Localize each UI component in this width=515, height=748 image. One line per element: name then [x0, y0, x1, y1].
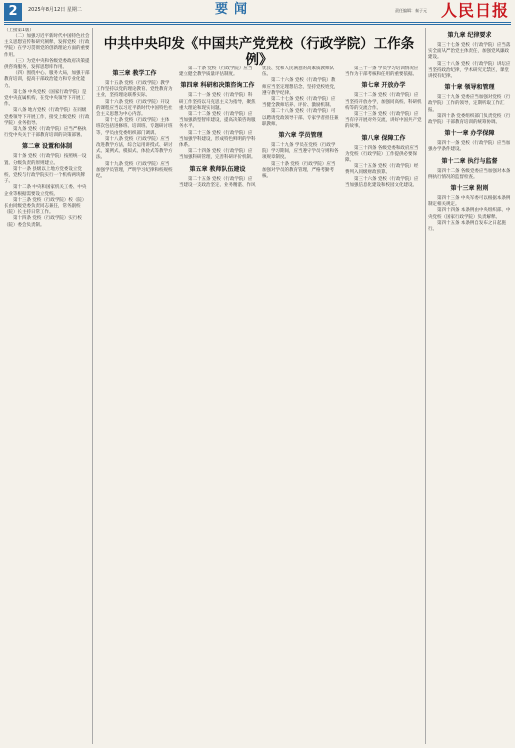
chapter-heading: 第六章 学员管理	[278, 132, 323, 140]
page-header	[0, 0, 515, 24]
article-paragraph: 第九条 党校（行政学院）应当严格执行党中央关于干部教育培训的决策部署。	[4, 127, 87, 139]
article-paragraph: 第二十三条 党校（行政学院）应当加强学科建设，形成特色鲜明的学科体系。	[179, 130, 256, 149]
article-paragraph: 第十九条 党校（行政学院）应当加强学员管理，严明学习纪律和校规校纪。	[96, 161, 173, 180]
chapter-heading: 第五章 教师队伍建设	[189, 165, 246, 173]
article-paragraph: 第四十四条 本条例由中央组织部、中央党校（国家行政学院）负责解释。	[428, 208, 511, 220]
article-body	[96, 66, 422, 744]
chapter-heading: 第三章 教学工作	[112, 70, 157, 77]
article-paragraph: 第四十一条 党校（行政学院）应当加强办学条件建设。	[428, 141, 511, 153]
chapter-heading: 第十二章 执行与监督	[441, 157, 498, 165]
column-divider	[425, 28, 426, 744]
chapter-heading: 第八章 保障工作	[361, 134, 406, 142]
article-paragraph: 第二十九条 学员在党校（行政学院）学习期间，应当遵守学员守则和各项规章制度。	[262, 143, 339, 161]
article-paragraph: 第四十条 党委组织部门负责党校（行政学院）干部教育培训的统筹协调。	[428, 113, 511, 126]
article-paragraph: （三）为党中央和各级党委政府决策提供咨询服务，发挥思想库作用。	[4, 58, 90, 71]
article-paragraph: 第二十八条 党校（行政学院）可以聘请党政领导干部、专家学者担任兼职教师。	[262, 109, 339, 127]
article-paragraph: 第二十一条 党校（行政学院）科研工作坚持以马克思主义为指导，聚焦重大理论和现实问题。	[179, 93, 256, 111]
article-paragraph: 第三十六条 党校（行政学院）应当加强信息化建设和校园文化建设。	[345, 176, 419, 188]
article-paragraph: 第三十八条 党校（行政学院）讲坛应当坚持政治纪律，学术研究无禁区，课堂讲授有纪律。	[428, 61, 511, 80]
article-paragraph: 第十二条 中央和国家机关工委、中央企业等根据需要设立党校。	[4, 185, 87, 197]
chapter-heading: 第九章 纪律要求	[447, 32, 492, 39]
article-paragraph: 第二十条 党校（行政学院）应当建立健全教学质量评估制度。	[179, 66, 253, 78]
chapter-heading: 第十章 领导和管理	[444, 84, 495, 92]
chapter-heading: 第七章 开放办学	[361, 82, 406, 90]
chapter-heading: 第十三章 附则	[450, 185, 489, 193]
article-paragraph: 第十六条 党校（行政学院）开设的课程应当以习近平新时代中国特色社会主义思想为中心内容。	[96, 99, 173, 118]
article-paragraph: 第三十七条 党校（行政学院）应当落实全面从严治党主体责任，加强党风廉政建设。	[428, 43, 511, 61]
article-paragraph: （二）加强习近平新时代中国特色社会主义思想宣传和研究阐释，发挥党校（行政学院）在学习贯彻党的创新理论方面的重要作用。	[4, 34, 90, 58]
article-paragraph: 第十八条 党校（行政学院）应当改进教学方法，综合运用讲授式、研讨式、案例式、模拟式、体验式等教学方法。	[96, 136, 173, 161]
newspaper-masthead: 人民日报	[440, 1, 509, 20]
article-paragraph: 第三十条 党校（行政学院）应当加强对学员的教育管理，严格考勤考核。	[262, 161, 336, 180]
article-paragraph: 第七条 中央党校（国家行政学院）是党中央直属机构，在党中央领导下开展工作。	[4, 89, 87, 108]
article-headline: 中共中央印发《中国共产党党校（行政学院）工作条例》	[103, 36, 415, 68]
article-paragraph: 第三十二条 党校（行政学院）应当坚持开放办学，加强同高校、科研机构等的交流合作。	[345, 93, 422, 111]
article-paragraph: 第二十五条 党校（行政学院）应当建设一支政治坚定、业务精湛、作风优良、党和人民满意的高素质教师队伍。	[179, 66, 334, 188]
article-paragraph: 第四十三条 中央军委可以根据本条例制定相关规定。	[428, 196, 511, 208]
section-title: 要闻	[215, 2, 254, 17]
article-paragraph: 第十三条 党校（行政学院）校（院）长由同级党委负责同志兼任，常务副校（院）长主持日常工作。	[4, 197, 87, 216]
article-paragraph: 第三十五条 党校（行政学院）经费列入同级财政预算。	[345, 164, 419, 176]
article-paragraph: 第八条 地方党校（行政学院）在同级党委领导下开展工作，接受上级党校（行政学院）业务指导。	[4, 108, 90, 126]
column-divider	[92, 28, 93, 744]
editor-credit: 责任编辑：秦子元	[395, 8, 427, 13]
continued-note: （上接第1版）	[4, 28, 34, 33]
article-paragraph: 第十条 党校（行政学院）按照统一设置、分级负责的原则建立。	[4, 154, 87, 166]
article-paragraph: 第三十四条 各级党委和政府应当为党校（行政学院）工作提供必要保障。	[345, 145, 419, 164]
article-paragraph: 第十一条 县级以上地方党委设立党校，党校与行政学院实行一个机构两块牌子。	[4, 166, 85, 185]
page-number: 2	[4, 3, 22, 21]
article-paragraph: 第四十二条 各级党委应当加强对本条例执行情况的监督检查。	[428, 168, 511, 180]
article-paragraph: 第十四条 党校（行政学院）实行校（院）委会负责制。	[4, 216, 82, 228]
article-paragraph: 第二十四条 党校（行政学院）应当加强科研管理，完善科研评价机制。	[179, 149, 256, 161]
issue-date: 2025年8月12日 星期二	[28, 7, 82, 13]
header-rule-thin	[4, 24, 511, 25]
article-paragraph: 第四十五条 本条例自发布之日起施行。	[428, 220, 506, 233]
article-paragraph: （四）围绕中心、服务大局，加强干部教育培训，提高干部政治能力和专业化能力。	[4, 71, 90, 89]
article-paragraph: 第十五条 党校（行政学院）教学工作坚持以党的理论教育、党性教育为主业，坚持理论联系实际。	[96, 81, 173, 99]
article-paragraph: 第十七条 党校（行政学院）主体班次包括进修班、培训班、专题研讨班等，学员由党委组织部门调训。	[96, 118, 173, 136]
article-paragraph: 第二十二条 党校（行政学院）应当加强新型智库建设，提高决策咨询服务水平。	[179, 112, 256, 130]
article-paragraph: 第三十九条 党委应当加强对党校（行政学院）工作的领导，定期听取工作汇报。	[428, 95, 511, 113]
article-paragraph: 第三十一条 学员学习培训情况应当作为干部考核和任用的重要依据。	[345, 66, 419, 78]
chapter-heading: 第十一章 办学保障	[444, 130, 495, 138]
header-rule	[4, 22, 511, 23]
chapter-heading: 第四章 科研和决策咨询工作	[180, 82, 255, 90]
article-paragraph: 第二十七条 党校（行政学院）应当健全教师培养、评价、激励机制。	[262, 97, 336, 109]
left-column	[4, 28, 90, 744]
article-paragraph: 第三十三条 党校（行政学院）应当有序开展对外交流，讲好中国共产党的故事。	[345, 112, 422, 130]
chapter-heading: 第二章 设置和体制	[21, 143, 73, 151]
article-paragraph: 第二十六条 党校（行政学院）教师应当坚定理想信念，坚持党校姓党，遵守教学纪律。	[262, 78, 339, 96]
right-column	[428, 28, 511, 744]
